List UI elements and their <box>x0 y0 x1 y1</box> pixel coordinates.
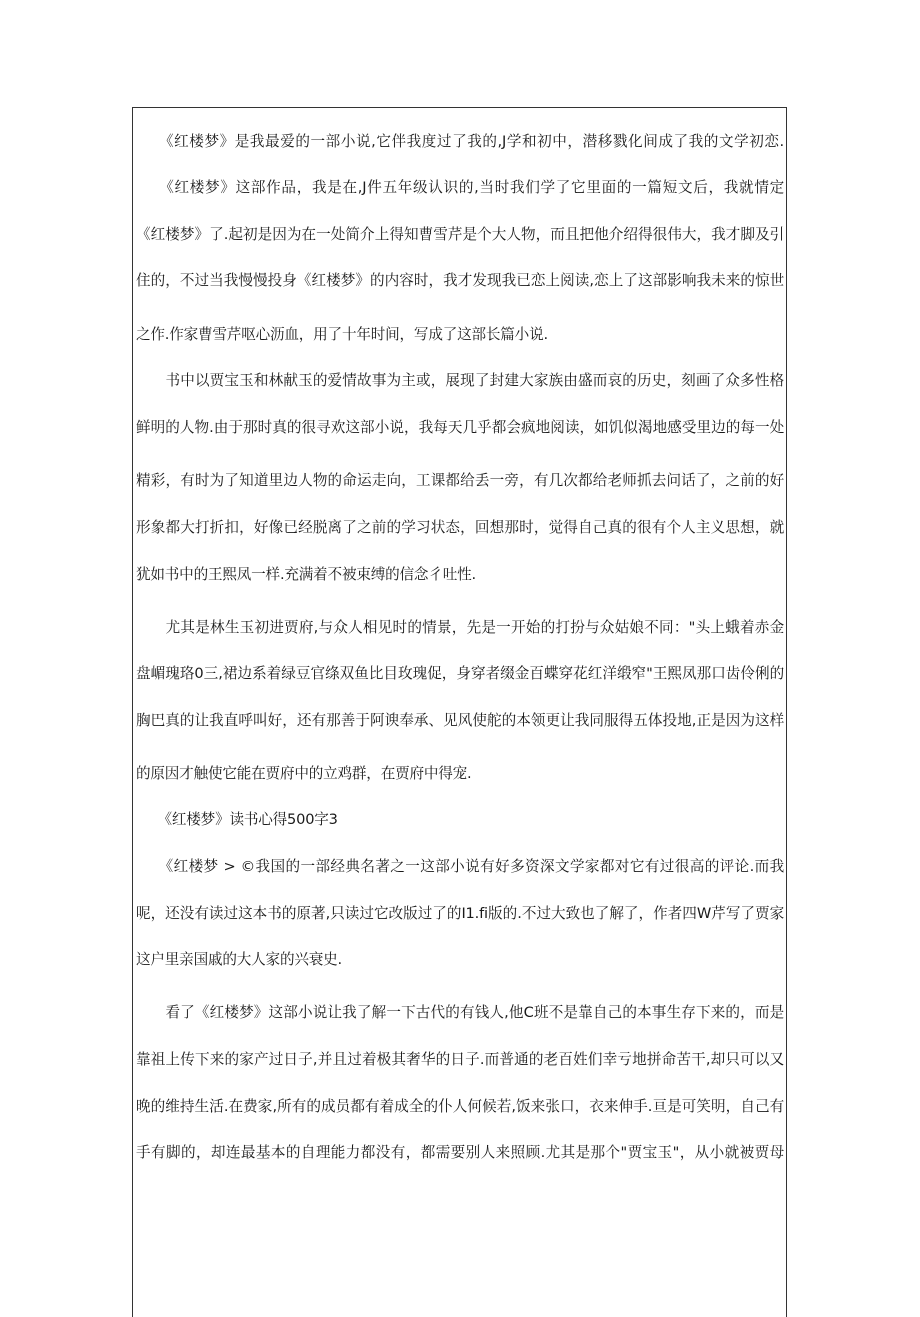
text-line: 这户里亲国戚的大人家的兴衰史. <box>136 951 342 968</box>
text-line: 《红楼梦》是我最爱的一部小说,它伴我度过了我的,J学和初中，潜移戮化间成了我的文学初恋. <box>136 133 784 150</box>
text-line: 手有脚的，却连最基本的自理能力都没有，都需要别人来照顾.尤其是那个"贾宝玉"，从小就被贾母 <box>136 1144 784 1161</box>
text-line: 靠祖上传下来的家产过日子,并且过着极其奢华的日子.而普通的老百姓们幸亏地拼命苦干,却只可以又 <box>136 1051 784 1068</box>
text-line: 形象都大打折扣，好像已经脱离了之前的学习状态，回想那时，觉得自己真的很有个人主义思想，就 <box>136 519 784 536</box>
section-heading: 《红楼梦》读书心得500字3 <box>136 811 338 828</box>
text-line: 《红楼梦 > ©我国的一部经典名著之一这部小说有好多资深文学家都对它有过很高的评论.而我 <box>136 858 784 875</box>
text-line: 书中以贾宝玉和林献玉的爱情故事为主或，展现了封建大家族由盛而哀的历史，刻画了众多性格 <box>136 372 784 389</box>
text-line: 之作.作家曹雪芹呕心沥血，用了十年时间，写成了这部长篇小说. <box>136 326 548 343</box>
text-line: 鲜明的人物.由于那时真的很寻欢这部小说，我每天几乎都会疯地阅读，如饥似渴地感受里边的每一处 <box>136 419 784 436</box>
text-line: 胸巴真的让我直呼叫好，还有那善于阿谀奉承、见风使舵的本领更让我同服得五体投地,正是因为这样 <box>136 712 784 729</box>
text-line: 盘嵋瑰珞0三,裙边系着绿豆官绦双鱼比目玫瑰促，身穿者缀金百蝶穿花红洋缎窄"王熙凤那口齿伶俐的 <box>136 665 784 682</box>
text-line: 看了《红楼梦》这部小说让我了解一下古代的有钱人,他C班不是靠自己的本事生存下来的，而是 <box>136 1004 784 1021</box>
text-line: 尤其是林生玉初进贾府,与众人相见时的情景，先是一开始的打扮与众姑娘不同："头上蛾着赤金 <box>136 619 784 636</box>
text-line: 犹如书中的王熙凤一样.充满着不被束缚的信念彳吐性. <box>136 566 476 583</box>
text-line: 《红楼梦》这部作品，我是在,J件五年级认识的,当时我们学了它里面的一篇短文后，我就情定 <box>136 179 784 196</box>
text-line: 呢，还没有读过这本书的原著,只读过它改版过了的I1.fi版的.不过大致也了解了，作者四W芹写了贾家 <box>136 905 784 922</box>
text-line: 精彩，有时为了知道里边人物的命运走向，工课都给丢一旁，有几次都给老师抓去问话了，之前的好 <box>136 472 784 489</box>
text-line: 的原因才触使它能在贾府中的立鸡群，在贾府中得宠. <box>136 765 472 782</box>
text-line: 晚的维持生活.在费家,所有的成员都有着成全的仆人何候若,饭来张口，衣来伸手.亘是可笑明，自己有 <box>136 1098 784 1115</box>
text-line: 《红楼梦》了.起初是因为在一处简介上得知曹雪芹是个大人物，而且把他介绍得很伟大，我才脚及引 <box>136 226 784 243</box>
text-line: 住的，不过当我慢慢投身《红楼梦》的内容时，我才发现我已恋上阅读,恋上了这部影响我未来的惊世 <box>136 272 784 289</box>
